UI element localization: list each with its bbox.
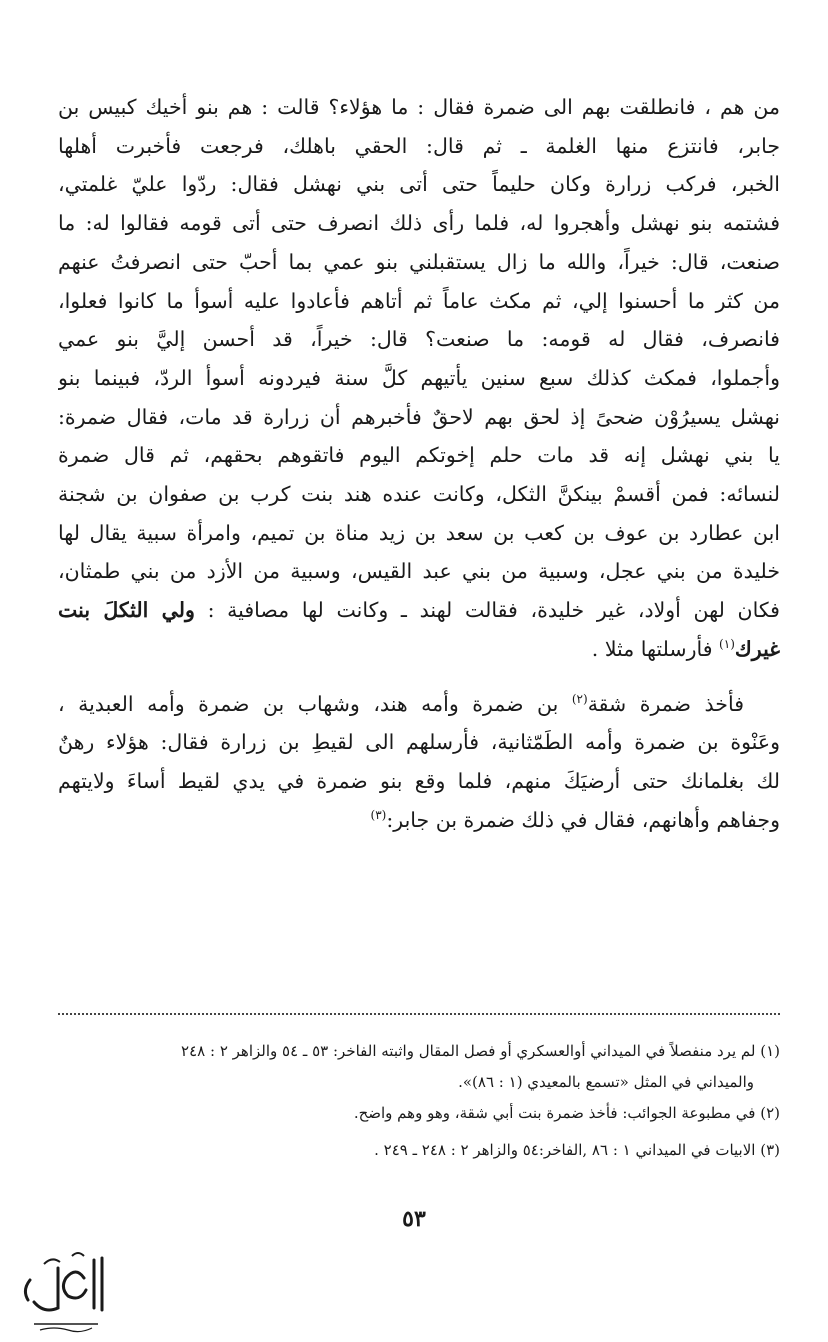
footnote-ref: (٣) <box>370 807 387 822</box>
text-line: وعَنْوة بن ضمرة وأمه الطَمّثانية، فأرسلهم الى لقيطِ بن زرارة فقال: هؤلاء رهنٌ <box>58 730 780 755</box>
main-text <box>58 88 780 839</box>
text-segment: فأرسلتها مثلا . <box>591 636 720 661</box>
footnote-1-continued: والميداني في المثل «تسمع بالمعيدي (١ : ٨٦)». <box>458 1073 754 1091</box>
footnote-ref: (٢) <box>571 691 588 706</box>
publisher-logo <box>14 1238 114 1338</box>
text-line <box>58 801 780 840</box>
text-segment: وجفاهم وأهانهم، فقال في ذلك ضمرة بن جابر: <box>386 807 780 832</box>
text-line: من كثر ما أحسنوا إلي، ثم مكث عاماً ثم أتاهم فأعادوا عليه أسوأ ما كانوا فعلوا، <box>58 288 780 313</box>
text-line <box>58 685 780 724</box>
footnote-2: (٢) في مطبوعة الجوائب: فأخذ ضمرة بنت أبي شقة، وهو وهم واضح. <box>353 1104 780 1122</box>
proverb-text: ولي الثكلَ بنت <box>58 598 195 623</box>
footnote-ref: (١) <box>719 637 735 652</box>
text-segment: فكان لهن أولاد، غير خليدة، فقالت لهند ـ وكانت لها مصافية : <box>207 598 780 623</box>
text-line: صنعت، قال: خيراً، والله ما زال يستقبلني بنو عمي بما أحبّ حتى انصرفتُ عنهم <box>58 249 780 274</box>
text-line: جابر، فانتزع منها الغلمة ـ ثم قال: الحقي باهلك، فرجعت فأخبرت أهلها <box>58 133 780 158</box>
text-line <box>58 591 780 630</box>
footnote-separator <box>58 1013 780 1015</box>
text-line: الخبر، فركب زرارة وكان حليماً حتى أتى بني نهشل فقال: ردّوا عليّ غلمتي، <box>58 172 780 197</box>
text-line: من هم ، فانطلقت بهم الى ضمرة فقال : ما هؤلاء؟ قالت : هم بنو أخيك كبيس بن <box>58 95 780 119</box>
text-line: فشتمه بنو نهشل وأهجروا له، فلما رأى ذلك انصرف حتى أتى قومه فقالوا له: ما <box>58 211 780 236</box>
text-line: لك بغلمانك حتى أرضيَكَ منهم، فلما وقع بنو ضمرة في يدي لقيط أساءَ ولايتهم <box>58 768 780 793</box>
footnote-1: (١) لم يرد منفصلاً في الميداني أوالعسكري أو فصل المقال واثبته الفاخر: ٥٣ ـ ٥٤ والزاهر ٢ : ٢٤٨ <box>181 1042 780 1060</box>
text-line: لنسائه: فمن أقسمْ بينكنَّ الثكل، وكانت عنده هند بنت كرب بن صفوان بن شجنة <box>58 482 780 507</box>
text-segment: فأخذ ضمرة شقة <box>587 691 745 716</box>
text-line: ابن عطارد بن عوف بن كعب بن سعد بن زيد مناة بن تميم، وامرأة سبية يقال لها <box>58 520 780 545</box>
text-line: وأجملوا، فمكث كذلك سبع سنين يأتيهم كلَّ سنة فيردونه أسوأ الردّ، فبينما بنو <box>58 365 780 390</box>
text-line <box>58 630 780 669</box>
text-segment: بن ضمرة وأمه هند، وشهاب بن ضمرة وأمه العبدية ، <box>58 691 572 716</box>
text-line: فانصرف، فقال له قومه: ما صنعت؟ قال: خيراً، قد أحسن إليَّ بنو عمي <box>58 327 780 352</box>
footnotes <box>58 1036 780 1166</box>
page-number: ٥٣ <box>402 1206 426 1232</box>
text-line: خليدة من بني عجل، وسبية من بني عبد القيس، وسبية من الأزد من بني طمثان، <box>58 559 780 584</box>
text-line: يا بني نهشل إنه قد مات حلم إخوتكم اليوم فاتقوهم بحقهم، ثم قال ضمرة <box>58 443 780 468</box>
footnote-3: (٣) الابيات في الميداني ١ : ٨٦ ,الفاخر:٥٤ والزاهر ٢ : ٢٤٨ ـ ٢٤٩ . <box>374 1141 780 1159</box>
text-line: نهشل يسيرُوْن ضحىً إذ لحق بهم لاحقٌ فأخبرهم أن زرارة قد مات، فقال ضمرة: <box>58 404 780 429</box>
proverb-text-end: غيرك <box>734 636 780 661</box>
